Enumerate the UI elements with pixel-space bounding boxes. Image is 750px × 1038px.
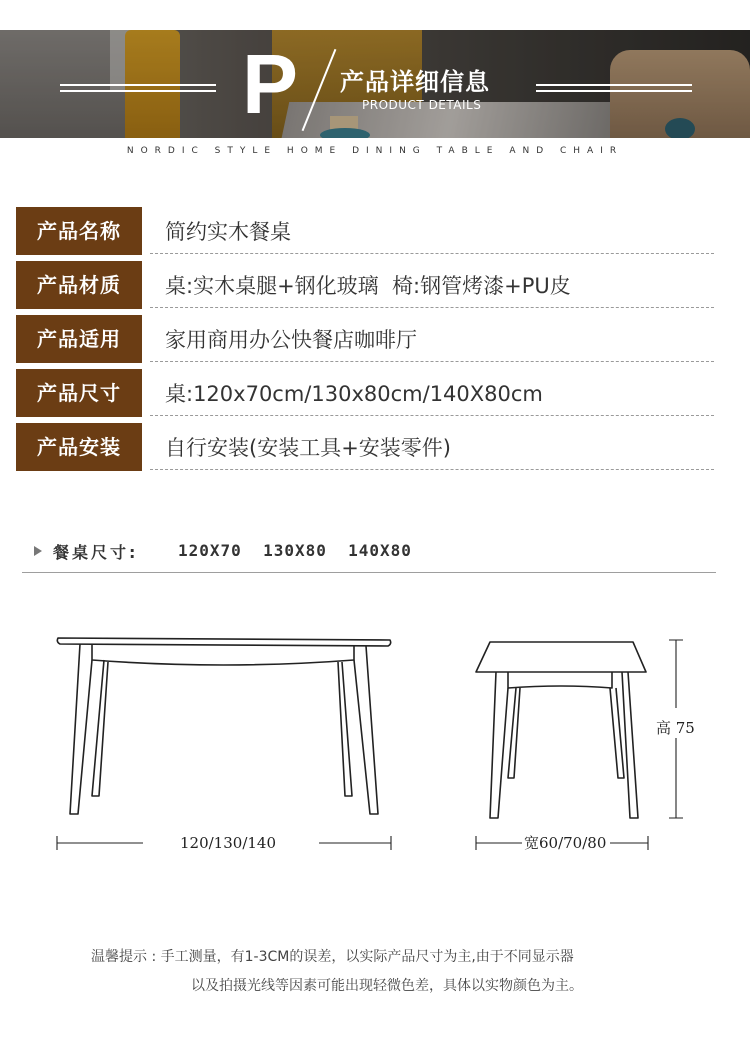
width-dimension-label: 宽60/70/80 — [524, 834, 607, 852]
spec-divider — [150, 415, 714, 416]
table-front-apron — [92, 644, 354, 665]
spec-divider — [150, 253, 714, 254]
spec-label: 产品适用 — [16, 315, 142, 363]
triangle-bullet-icon — [34, 546, 42, 556]
header-deco-line — [60, 84, 216, 86]
size-heading-label: 餐桌尺寸: — [53, 543, 139, 562]
spec-row-size — [16, 369, 714, 419]
spec-label: 产品材质 — [16, 261, 142, 309]
height-dimension-line — [669, 640, 683, 708]
spec-value: 自行安装(安装工具+安装零件) — [165, 436, 451, 460]
header-deco-line — [536, 84, 692, 86]
header-deco-line — [536, 90, 692, 92]
length-dimension-line — [319, 836, 391, 850]
header-title: 产品详细信息 — [340, 68, 490, 96]
length-dimension-label: 120/130/140 — [180, 834, 276, 852]
height-dimension-label: 高 75 — [656, 719, 695, 737]
width-dimension-line — [610, 836, 648, 850]
spec-row-material — [16, 261, 714, 311]
header-deco-line — [60, 90, 216, 92]
table-front-leg — [354, 646, 378, 814]
table-front-top — [57, 638, 390, 646]
table-front-leg — [92, 660, 108, 796]
table-side-apron — [508, 672, 612, 688]
spec-value: 桌:实木桌腿+钢化玻璃 椅:钢管烤漆+PU皮 — [165, 274, 571, 298]
size-divider — [22, 572, 716, 573]
width-dimension-line — [476, 836, 522, 850]
spec-divider — [150, 307, 714, 308]
table-dimension-drawing — [0, 600, 750, 870]
table-side-leg — [610, 688, 624, 778]
header-subtitle: PRODUCT DETAILS — [362, 98, 482, 112]
table-side-view — [476, 642, 646, 818]
spec-label: 产品尺寸 — [16, 369, 142, 417]
height-dimension-line — [669, 738, 683, 818]
spec-value: 简约实木餐桌 — [165, 220, 291, 244]
header-tagline: NORDIC STYLE HOME DINING TABLE AND CHAIR — [126, 146, 624, 156]
spec-divider — [150, 469, 714, 470]
table-side-leg — [622, 672, 638, 818]
table-side-leg — [490, 672, 508, 818]
spec-row-usage — [16, 315, 714, 365]
table-front-leg — [338, 662, 352, 796]
spec-label: 产品安装 — [16, 423, 142, 471]
table-front-leg — [70, 644, 92, 814]
header-logo-letter: P — [242, 37, 299, 131]
table-side-leg — [508, 688, 520, 778]
disclaimer-line-1: 温馨提示 : 手工测量，有1-3CM的误差，以实际产品尺寸为主,由于不同显示器 — [91, 949, 574, 965]
disclaimer-line-2: 以及拍摄光线等因素可能出现轻微色差，具体以实物颜色为主。 — [191, 978, 583, 994]
table-side-top — [476, 642, 646, 672]
table-front-view — [57, 638, 390, 814]
spec-value: 家用商用办公快餐店咖啡厅 — [165, 328, 417, 352]
spec-label: 产品名称 — [16, 207, 142, 255]
spec-row-install — [16, 423, 714, 473]
spec-value: 桌:120x70cm/130x80cm/140X80cm — [165, 382, 543, 406]
length-dimension-line — [57, 836, 143, 850]
spec-row-name — [16, 207, 714, 257]
spec-divider — [150, 361, 714, 362]
size-heading-values: 120X70 130X80 140X80 — [178, 541, 412, 560]
